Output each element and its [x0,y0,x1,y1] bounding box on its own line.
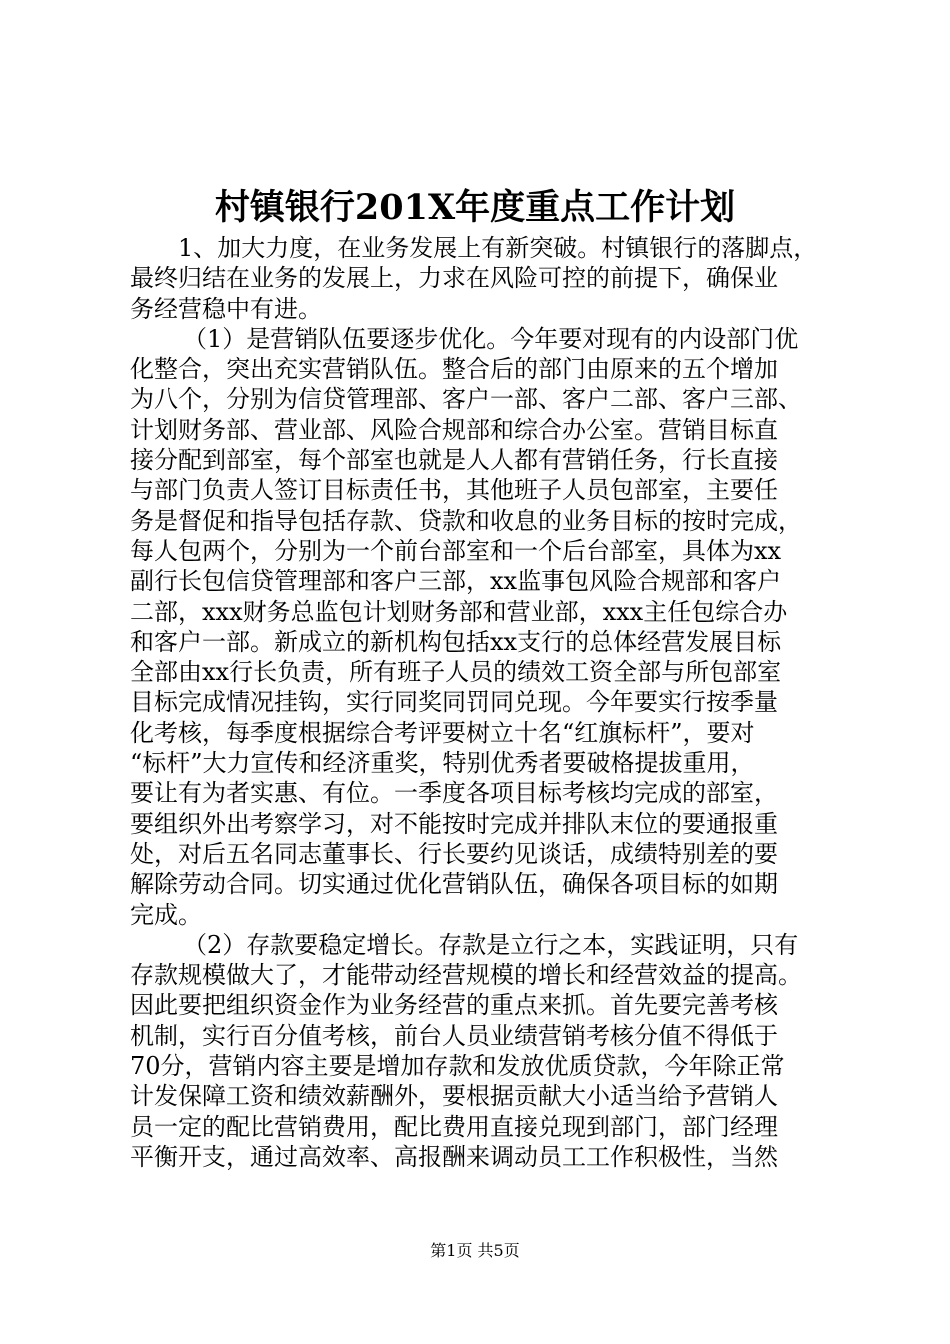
text-line: 与部门负责人签订目标责任书，其他班子人员包部室，主要任 [130,476,778,505]
text-line: 计划财务部、营业部、风险合规部和综合办公室。营销目标直 [130,415,778,444]
text-line: 1、加大力度，在业务发展上有新突破。村镇银行的落脚点， [178,234,818,262]
text-line: 要让有为者实惠、有位。一季度各项目标考核均完成的部室， [130,779,778,808]
text-line: 最终归结在业务的发展上，力求在风险可控的前提下，确保业 [130,264,778,293]
text-line: 完成。 [130,900,202,929]
text-line: 化考核，每季度根据综合考评要树立十名“红旗标杆”，要对 [130,718,755,747]
document-body [130,233,830,1172]
document-title: 村镇银行201X年度重点工作计划 [214,187,736,228]
text-line: 解除劳动合同。切实通过优化营销队伍，确保各项目标的如期 [130,870,778,899]
text-line: 平衡开支，通过高效率、高报酬来调动员工工作积极性，当然 [130,1142,778,1171]
text-line: 要组织外出考察学习，对不能按时完成并排队末位的要通报重 [130,809,778,838]
text-line: 全部由xx行长负责，所有班子人员的绩效工资全部与所包部室 [130,658,782,687]
text-line: 副行长包信贷管理部和客户三部，xx监事包风险合规部和客户 [130,567,782,596]
paragraph-3 [130,930,830,1172]
paragraph-2 [130,324,830,930]
text-line: 务经营稳中有进。 [130,294,322,323]
text-line: 存款规模做大了，才能带动经营规模的增长和经营效益的提高。 [130,961,802,990]
text-line: 员一定的配比营销费用，配比费用直接兑现到部门，部门经理 [130,1112,778,1141]
text-line: 70分，营销内容主要是增加存款和发放优质贷款，今年除正常 [130,1052,785,1081]
text-line: 计发保障工资和绩效薪酬外，要根据贡献大小适当给予营销人 [130,1082,778,1111]
text-line: 因此要把组织资金作为业务经营的重点来抓。首先要完善考核 [130,991,778,1020]
text-line: 和客户一部。新成立的新机构包括xx支行的总体经营发展目标 [130,627,782,656]
page-footer: 第1页 共5页 [430,1241,520,1260]
text-line: 化整合，突出充实营销队伍。整合后的部门由原来的五个增加 [130,355,778,384]
text-line: 每人包两个，分别为一个前台部室和一个后台部室，具体为xx [130,536,782,565]
text-line: 处，对后五名同志董事长、行长要约见谈话，成绩特别差的要 [130,839,778,868]
text-line: 接分配到部室，每个部室也就是人人都有营销任务，行长直接 [130,446,778,475]
text-line: （1）是营销队伍要逐步优化。今年要对现有的内设部门优 [183,324,799,353]
text-line: （2）存款要稳定增长。存款是立行之本，实践证明，只有 [183,930,799,959]
paragraph-1 [130,233,830,324]
text-line: 为八个，分别为信贷管理部、客户一部、客户二部、客户三部、 [130,385,802,414]
text-line: “标杆”大力宣传和经济重奖，特别优秀者要破格提拔重用， [130,749,755,778]
text-line: 二部，xxx财务总监包计划财务部和营业部，xxx主任包综合办 [130,597,788,626]
text-line: 机制，实行百分值考核，前台人员业绩营销考核分值不得低于 [130,1021,778,1050]
text-line: 目标完成情况挂钩，实行同奖同罚同兑现。今年要实行按季量 [130,688,778,717]
text-line: 务是督促和指导包括存款、贷款和收息的业务目标的按时完成， [130,506,802,535]
